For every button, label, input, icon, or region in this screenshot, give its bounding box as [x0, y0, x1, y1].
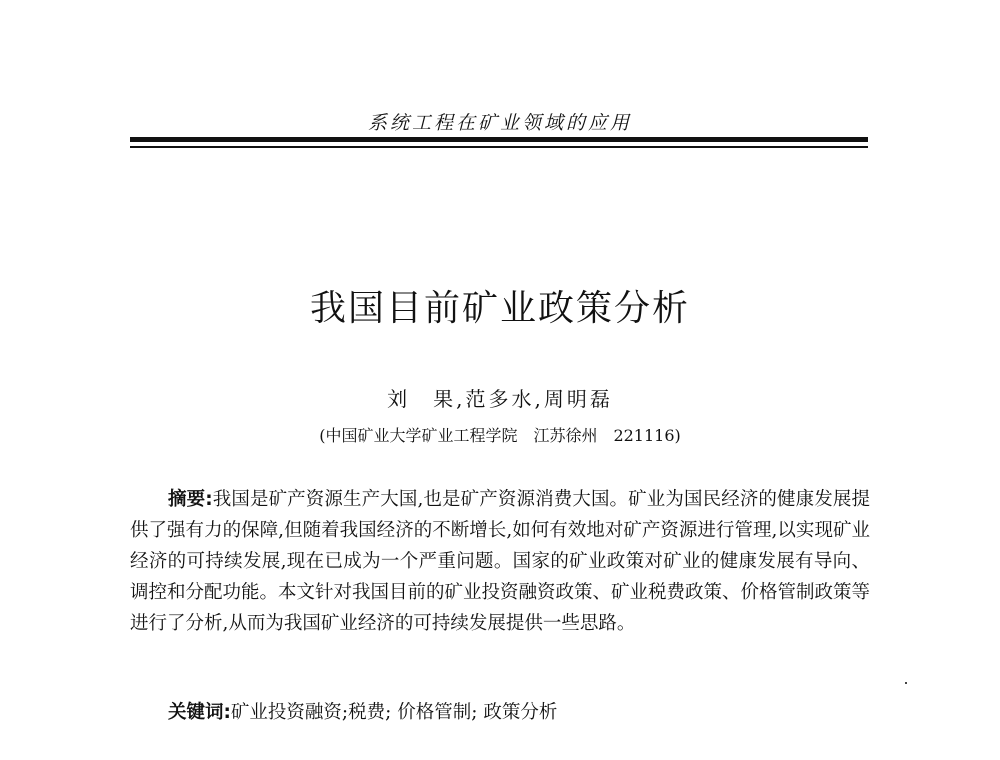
affiliation: (中国矿业大学矿业工程学院 江苏徐州 221116): [319, 426, 681, 445]
authors: 刘 果,范多水,周明磊: [387, 387, 613, 411]
keywords: [130, 697, 870, 728]
header-rule-thin: [130, 146, 868, 148]
scan-speck: [905, 682, 907, 684]
abstract: [130, 484, 870, 639]
keywords-text: 矿业投资融资;税费; 价格管制; 政策分析: [230, 702, 558, 723]
article-title: 我国目前矿业政策分析: [309, 288, 690, 329]
header-rule-thick: [130, 137, 868, 142]
abstract-label: 摘要:: [168, 489, 213, 510]
abstract-text: 我国是矿产资源生产大国,也是矿产资源消费大国。矿业为国民经济的健康发展提供了强有力的保障,但随着我国经济的不断增长,如何有效地对矿产资源进行管理,以实现矿业经济的可持续发展,现在已成为一个严重问题。国家的矿业政策对矿业的健康发展有导向、调控和分配功能。本文针对我国目前的矿业投资融资政策、矿业税费政策、价格管制政策等进行了分析,从而为我国矿业经济的可持续发展提供一些思路。: [130, 489, 871, 634]
keywords-label: 关键词:: [168, 702, 231, 723]
running-header: 系统工程在矿业领域的应用: [367, 112, 632, 134]
